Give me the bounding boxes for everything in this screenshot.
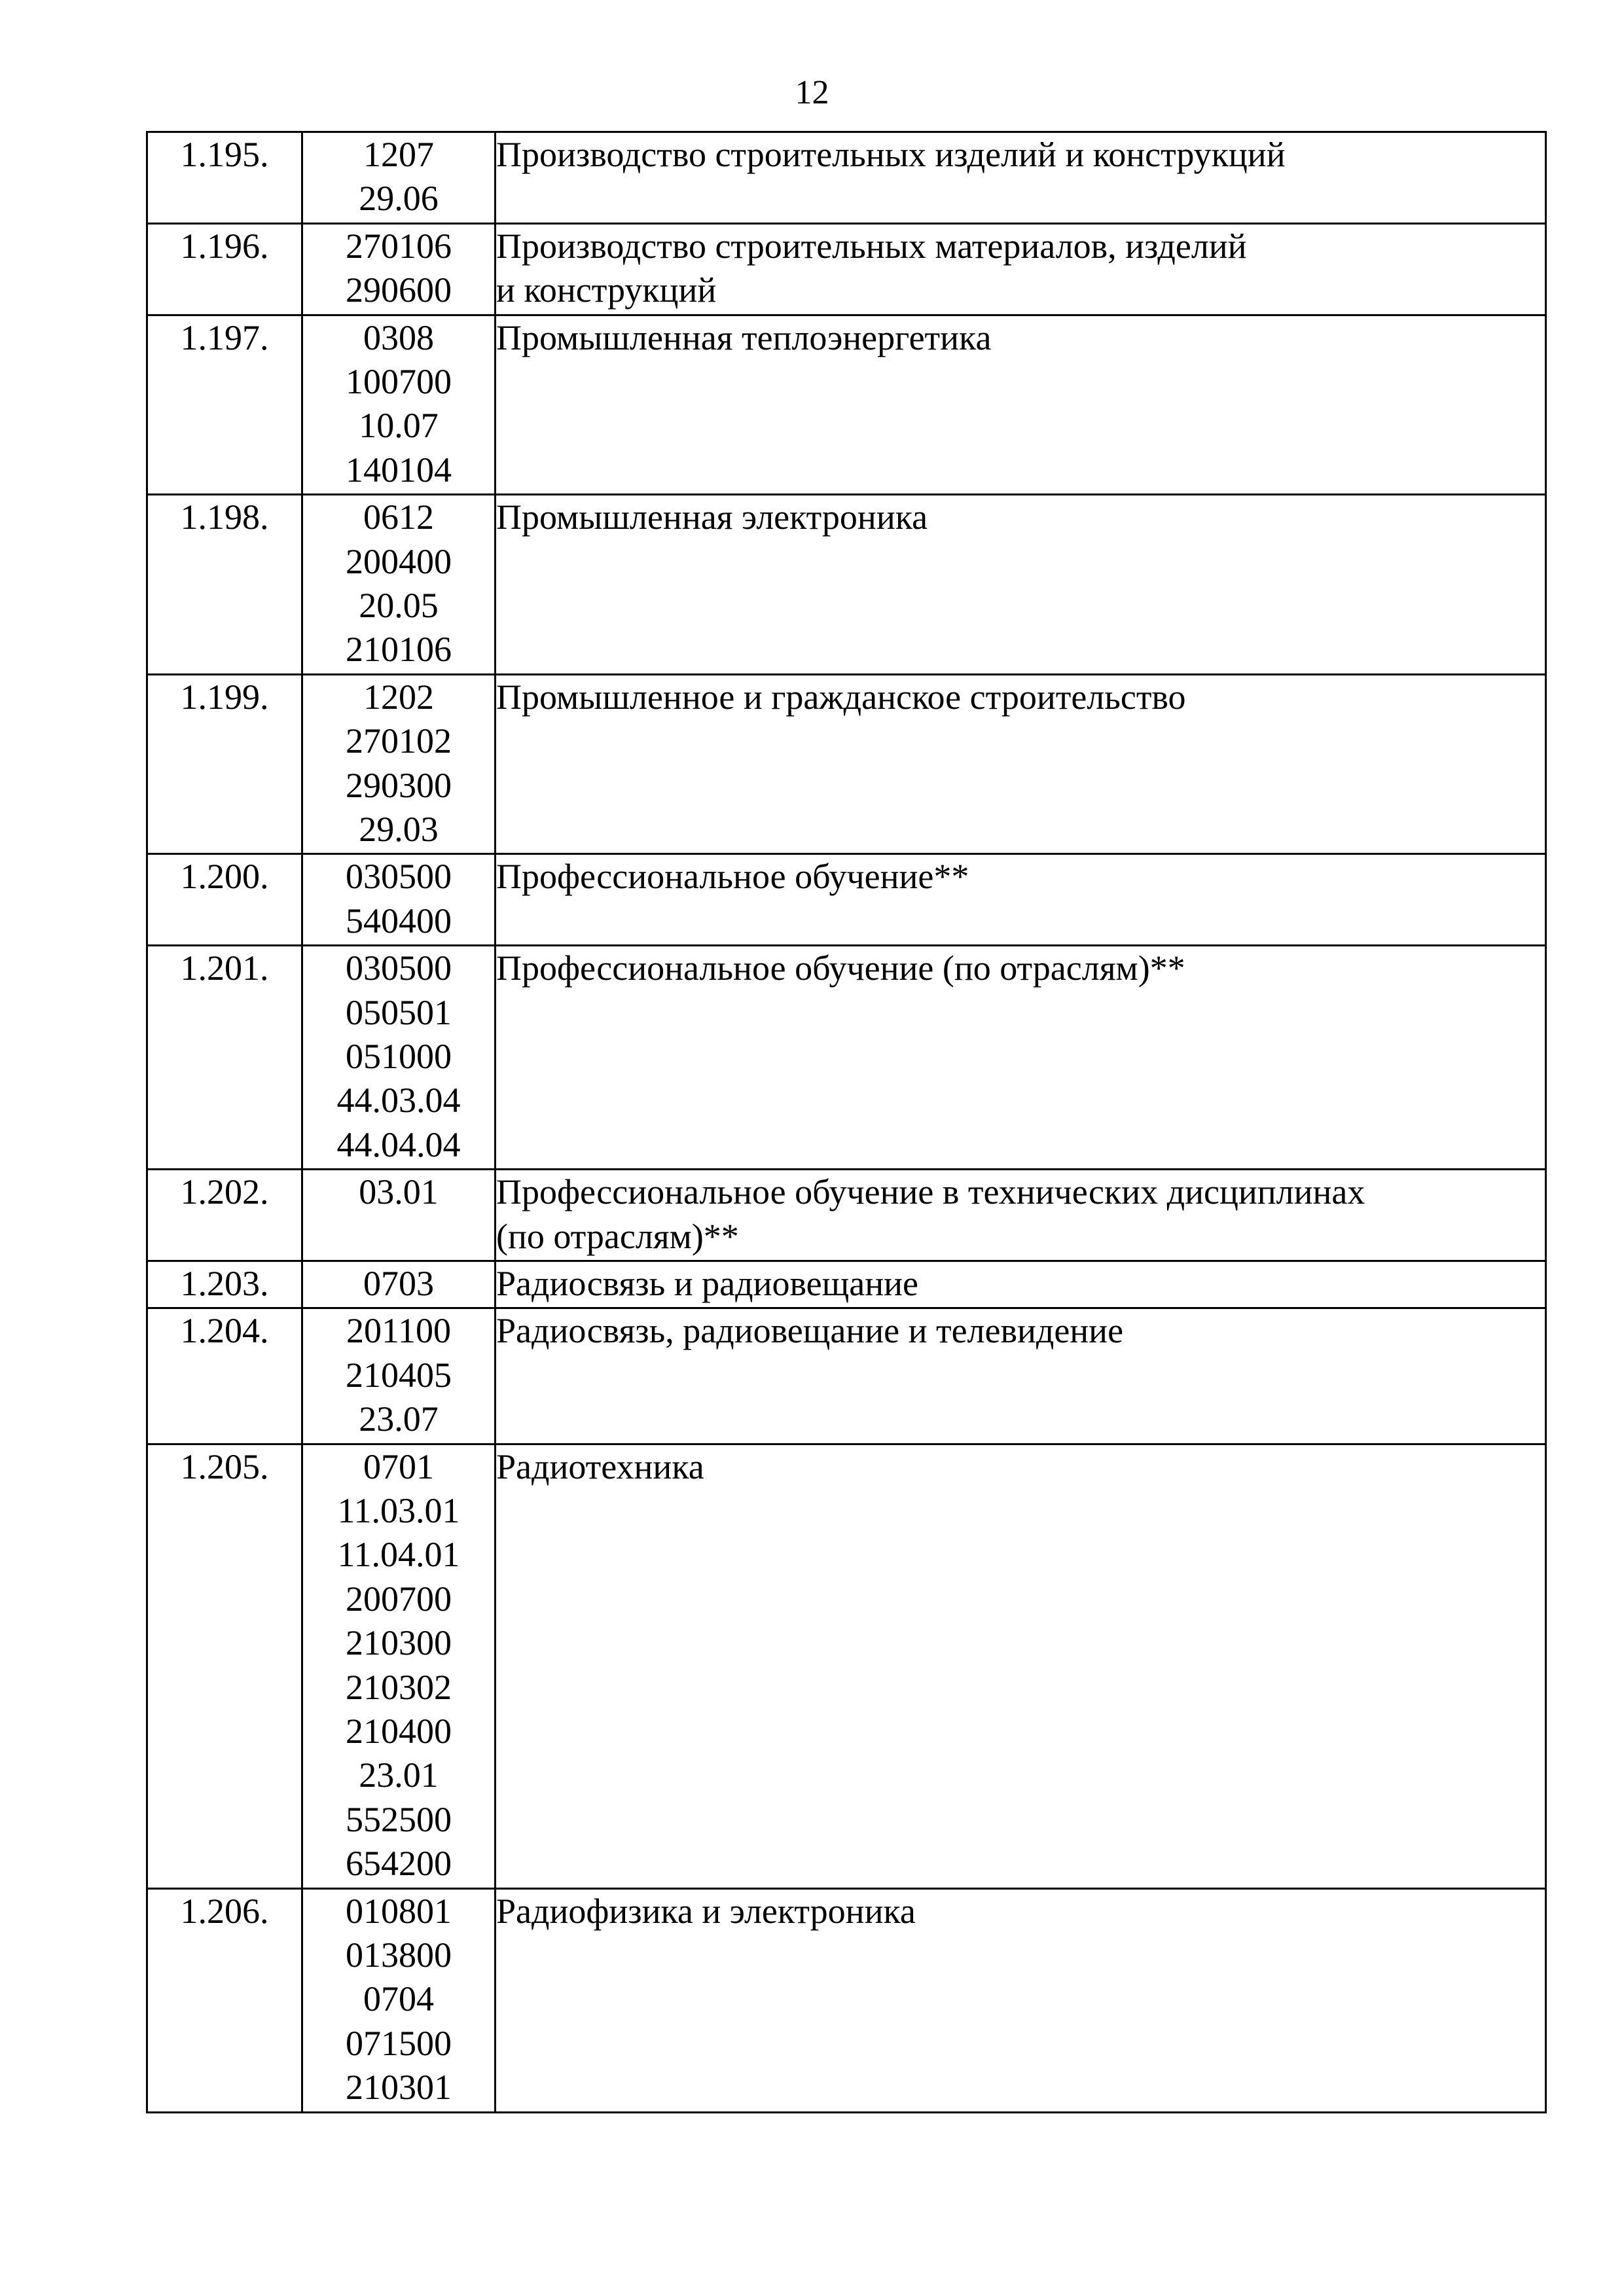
specialty-code: 200400	[346, 541, 452, 581]
specialty-code: 201100	[346, 1311, 451, 1351]
specialty-code: 11.03.01	[337, 1490, 460, 1530]
specialty-code: 1207	[363, 135, 434, 174]
specialty-code: 290600	[346, 270, 452, 310]
specialty-code: 210405	[346, 1355, 452, 1395]
specialty-code: 010801	[346, 1891, 452, 1931]
specialty-name: Производство строительных изделий и конструкций	[496, 132, 1546, 224]
code-cell	[302, 1888, 496, 2112]
specialty-code: 290300	[346, 765, 452, 805]
code-cell	[302, 132, 496, 224]
row-number: 1.203.	[147, 1261, 302, 1308]
specialty-code: 10.07	[359, 406, 439, 446]
code-cell	[302, 315, 496, 495]
code-cell	[302, 1170, 496, 1261]
specialty-code: 030500	[346, 948, 452, 988]
specialty-name: Радиофизика и электроника	[496, 1888, 1546, 2112]
table-body	[147, 132, 1546, 2113]
specialty-codes-table	[146, 131, 1547, 2113]
specialty-code: 100700	[346, 361, 452, 401]
code-cell	[302, 854, 496, 946]
code-cell	[302, 946, 496, 1170]
code-cell	[302, 223, 496, 315]
table-row	[147, 1261, 1546, 1308]
specialty-name: Промышленная электроника	[496, 495, 1546, 675]
specialty-code: 29.03	[359, 809, 439, 849]
specialty-code: 270106	[346, 226, 452, 266]
specialty-code: 03.01	[359, 1172, 439, 1212]
row-number: 1.195.	[147, 132, 302, 224]
table-row	[147, 132, 1546, 224]
row-number: 1.197.	[147, 315, 302, 495]
table-row	[147, 1444, 1546, 1888]
specialty-code: 210301	[346, 2068, 452, 2108]
specialty-code: 540400	[346, 901, 452, 941]
row-number: 1.202.	[147, 1170, 302, 1261]
specialty-code: 654200	[346, 1844, 452, 1884]
specialty-code: 44.03.04	[336, 1081, 461, 1121]
specialty-code: 210400	[346, 1711, 452, 1751]
specialty-code: 140104	[346, 450, 452, 490]
specialty-code: 0701	[363, 1446, 434, 1486]
table-row	[147, 315, 1546, 495]
specialty-name: Радиосвязь и радиовещание	[496, 1261, 1546, 1308]
table-row	[147, 854, 1546, 946]
specialty-code: 23.07	[359, 1399, 439, 1439]
specialty-code: 270102	[346, 721, 452, 761]
row-number: 1.200.	[147, 854, 302, 946]
table-row	[147, 223, 1546, 315]
row-number: 1.198.	[147, 495, 302, 675]
specialty-name: Профессиональное обучение в технических дисциплинах (по отраслям)**	[496, 1170, 1546, 1261]
specialty-name: Промышленное и гражданское строительство	[496, 674, 1546, 854]
page-number: 12	[795, 74, 829, 111]
table-row	[147, 1888, 1546, 2112]
specialty-code: 210106	[346, 630, 452, 670]
row-number: 1.201.	[147, 946, 302, 1170]
specialty-code: 071500	[346, 2023, 452, 2063]
specialty-code: 20.05	[359, 585, 439, 625]
code-cell	[302, 674, 496, 854]
row-number: 1.206.	[147, 1888, 302, 2112]
table-row	[147, 674, 1546, 854]
specialty-name: Профессиональное обучение**	[496, 854, 1546, 946]
specialty-code: 051000	[346, 1036, 452, 1076]
specialty-name: Радиосвязь, радиовещание и телевидение	[496, 1308, 1546, 1444]
specialty-code: 29.06	[359, 179, 439, 219]
specialty-code: 013800	[346, 1935, 452, 1975]
code-cell	[302, 1444, 496, 1888]
table-row	[147, 1308, 1546, 1444]
specialty-name: Производство строительных материалов, изделий и конструкций	[496, 223, 1546, 315]
specialty-code: 210300	[346, 1623, 452, 1663]
specialty-name: Промышленная теплоэнергетика	[496, 315, 1546, 495]
specialty-name: Профессиональное обучение (по отраслям)**	[496, 946, 1546, 1170]
specialty-code: 44.04.04	[336, 1124, 461, 1164]
row-number: 1.196.	[147, 223, 302, 315]
code-cell	[302, 1261, 496, 1308]
row-number: 1.199.	[147, 674, 302, 854]
specialty-code: 0703	[363, 1263, 434, 1303]
table-row	[147, 1170, 1546, 1261]
specialty-code: 200700	[346, 1579, 452, 1619]
specialty-code: 0612	[363, 497, 434, 537]
specialty-code: 030500	[346, 857, 452, 897]
row-number: 1.204.	[147, 1308, 302, 1444]
code-cell	[302, 1308, 496, 1444]
specialty-code: 0308	[363, 317, 434, 357]
specialty-code: 210302	[346, 1667, 452, 1707]
specialty-code: 552500	[346, 1799, 452, 1839]
code-cell	[302, 495, 496, 675]
table-row	[147, 495, 1546, 675]
specialty-code: 23.01	[359, 1755, 439, 1795]
table-row	[147, 946, 1546, 1170]
specialty-code: 0704	[363, 1979, 434, 2019]
specialty-code: 1202	[363, 677, 434, 717]
row-number: 1.205.	[147, 1444, 302, 1888]
specialty-name: Радиотехника	[496, 1444, 1546, 1888]
specialty-code: 050501	[346, 992, 452, 1032]
specialty-code: 11.04.01	[337, 1535, 460, 1575]
